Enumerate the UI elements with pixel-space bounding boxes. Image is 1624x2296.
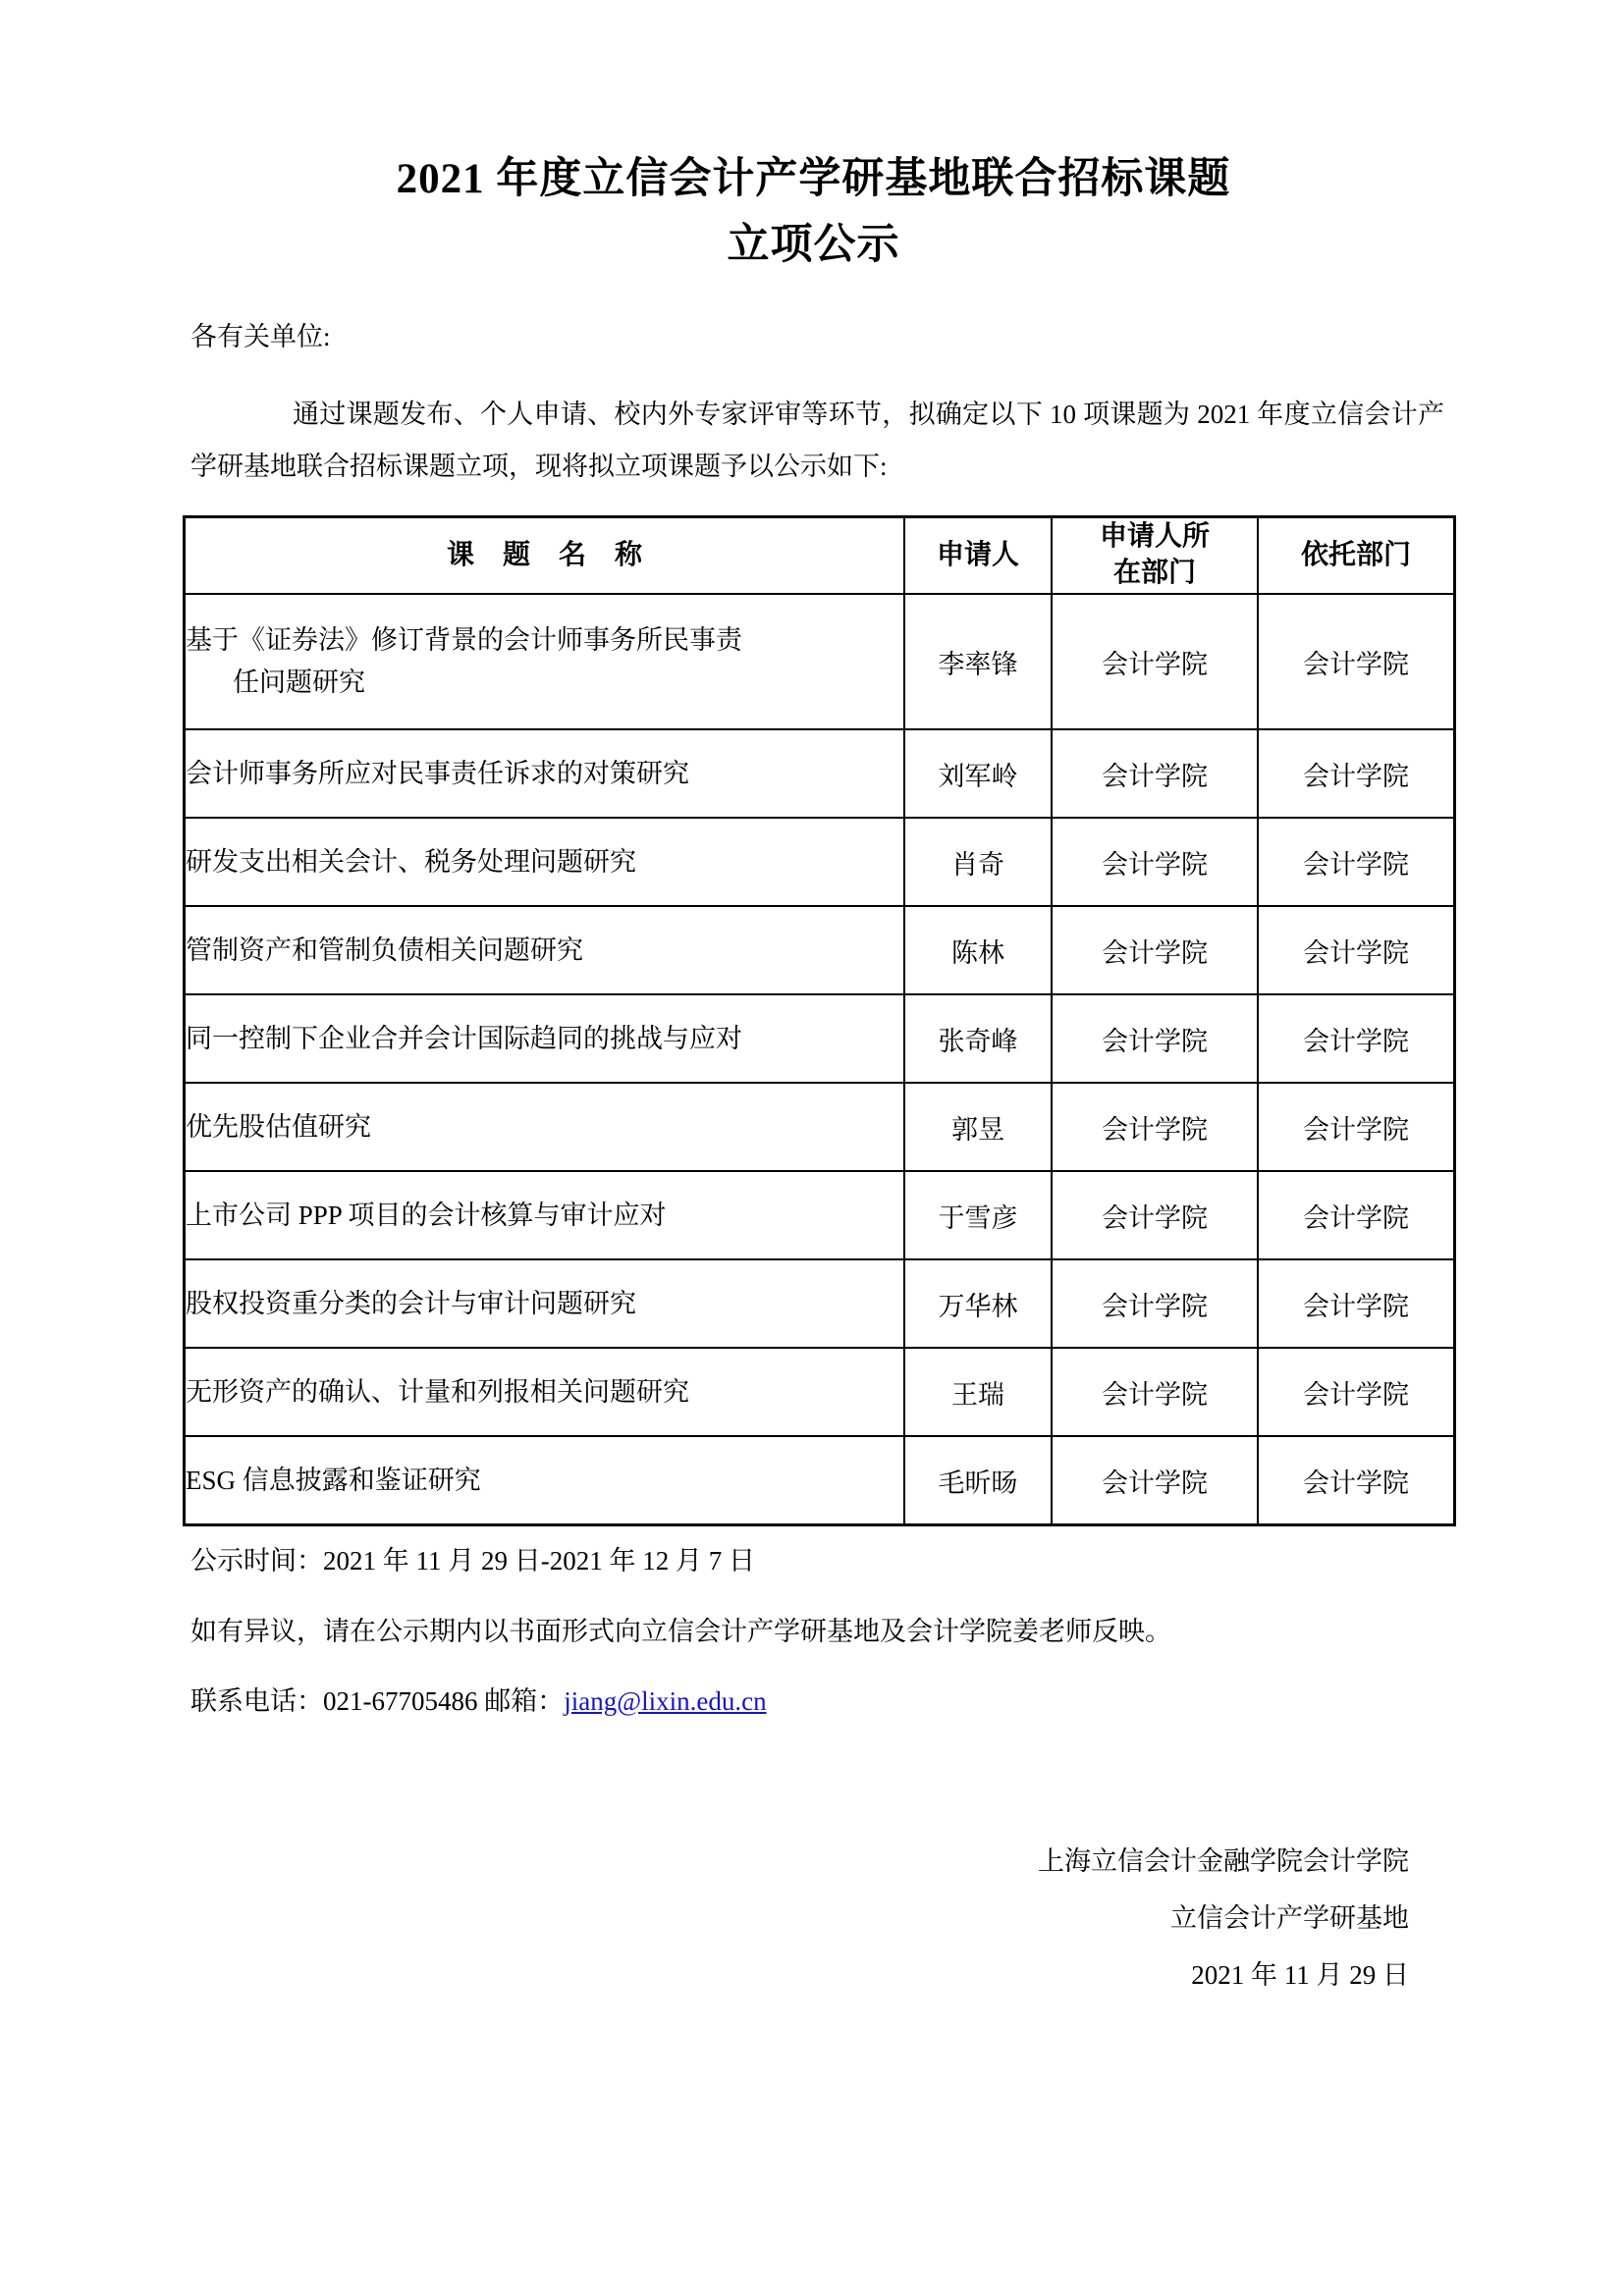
cell-topic-name: 股权投资重分类的会计与审计问题研究 [185,1259,905,1348]
table-row [185,1259,1455,1348]
cell-host-department: 会计学院 [1258,729,1455,818]
signature-date: 2021 年 11 月 29 日 [1191,1960,1409,1991]
cell-applicant: 万华林 [904,1259,1052,1348]
cell-host-department: 会计学院 [1258,594,1455,729]
topic-name-wrapper [186,619,903,704]
cell-host-department: 会计学院 [1258,906,1455,994]
table-row [185,1171,1455,1259]
cell-topic-name: ESG 信息披露和鉴证研究 [185,1436,905,1525]
document-title-line-1: 2021 年度立信会计产学研基地联合招标课题 [396,156,1231,202]
cell-applicant-department: 会计学院 [1052,906,1258,994]
column-header-applicant-department [1052,517,1258,595]
objection-note: 如有异议，请在公示期内以书面形式向立信会计产学研基地及会计学院姜老师反映。 [190,1616,1171,1646]
table-row [185,994,1455,1083]
cell-topic-name: 上市公司 PPP 项目的会计核算与审计应对 [185,1171,905,1259]
table-row [185,1436,1455,1525]
table-header [185,517,1455,595]
cell-topic-name: 会计师事务所应对民事责任诉求的对策研究 [185,729,905,818]
cell-host-department: 会计学院 [1258,1348,1455,1436]
cell-host-department: 会计学院 [1258,1259,1455,1348]
column-header-applicant: 申请人 [904,517,1052,595]
column-header-applicant-department-line-2: 在部门 [1112,558,1196,589]
column-header-topic-name-label: 课 题 名 称 [446,539,653,570]
cell-applicant-department: 会计学院 [1052,729,1258,818]
table-row [185,594,1455,729]
table-body [185,594,1455,1525]
cell-topic-name: 优先股估值研究 [185,1083,905,1171]
topic-name-line-2: 任问题研究 [233,667,365,698]
cell-applicant: 肖奇 [904,818,1052,906]
signature-institution: 上海立信会计金融学院会计学院 [1038,1846,1409,1877]
intro-paragraph: 通过课题发布、个人申请、校内外专家评审等环节，拟确定以下 10 项课题为 2021 年度立信会计产学研基地联合招标课题立项，现将拟立项课题予以公示如下: [190,399,1444,481]
column-header-applicant-department-line-1: 申请人所 [1099,521,1210,553]
cell-applicant: 张奇峰 [904,994,1052,1083]
table-header-row [185,517,1455,595]
cell-applicant: 刘军岭 [904,729,1052,818]
cell-applicant-department: 会计学院 [1052,994,1258,1083]
contact-note [183,1677,1444,1727]
cell-applicant: 毛昕旸 [904,1436,1052,1525]
cell-topic-name: 研发支出相关会计、税务处理问题研究 [185,818,905,906]
topic-name-line-1: 基于《证券法》修订背景的会计师事务所民事责 [186,625,742,656]
cell-applicant-department: 会计学院 [1052,818,1258,906]
cell-host-department: 会计学院 [1258,1171,1455,1259]
cell-applicant-department: 会计学院 [1052,1171,1258,1259]
publicity-period-note: 公示时间：2021 年 11 月 29 日-2021 年 12 月 7 日 [190,1546,755,1576]
signature-block [183,1833,1444,2003]
cell-topic-name: 管制资产和管制负债相关问题研究 [185,906,905,994]
table-row [185,818,1455,906]
table-row [185,729,1455,818]
document-content [183,147,1444,2003]
signature-base: 立信会计产学研基地 [1170,1903,1409,1934]
cell-applicant-department: 会计学院 [1052,1436,1258,1525]
column-header-topic-name [185,517,905,595]
cell-applicant-department: 会计学院 [1052,1259,1258,1348]
cell-host-department: 会计学院 [1258,1436,1455,1525]
cell-applicant: 王瑞 [904,1348,1052,1436]
cell-applicant: 陈林 [904,906,1052,994]
table-row [185,1348,1455,1436]
column-header-host-department: 依托部门 [1258,517,1455,595]
contact-email-link[interactable]: jiang@lixin.edu.cn [564,1685,767,1716]
approved-topics-table [183,515,1456,1526]
cell-applicant-department: 会计学院 [1052,1083,1258,1171]
salutation: 各有关单位: [190,322,331,352]
cell-applicant: 郭昱 [904,1083,1052,1171]
cell-topic-name: 无形资产的确认、计量和列报相关问题研究 [185,1348,905,1436]
table-row [185,1083,1455,1171]
cell-host-department: 会计学院 [1258,818,1455,906]
cell-host-department: 会计学院 [1258,1083,1455,1171]
table-row [185,906,1455,994]
contact-phone-label: 联系电话：021-67705486 邮箱： [190,1685,565,1716]
cell-topic-name: 同一控制下企业合并会计国际趋同的挑战与应对 [185,994,905,1083]
cell-applicant: 于雪彦 [904,1171,1052,1259]
cell-applicant-department: 会计学院 [1052,1348,1258,1436]
document-title-line-2: 立项公示 [727,221,900,268]
cell-applicant-department: 会计学院 [1052,594,1258,729]
cell-host-department: 会计学院 [1258,994,1455,1083]
cell-applicant: 李率锋 [904,594,1052,729]
cell-topic-name [185,594,905,729]
